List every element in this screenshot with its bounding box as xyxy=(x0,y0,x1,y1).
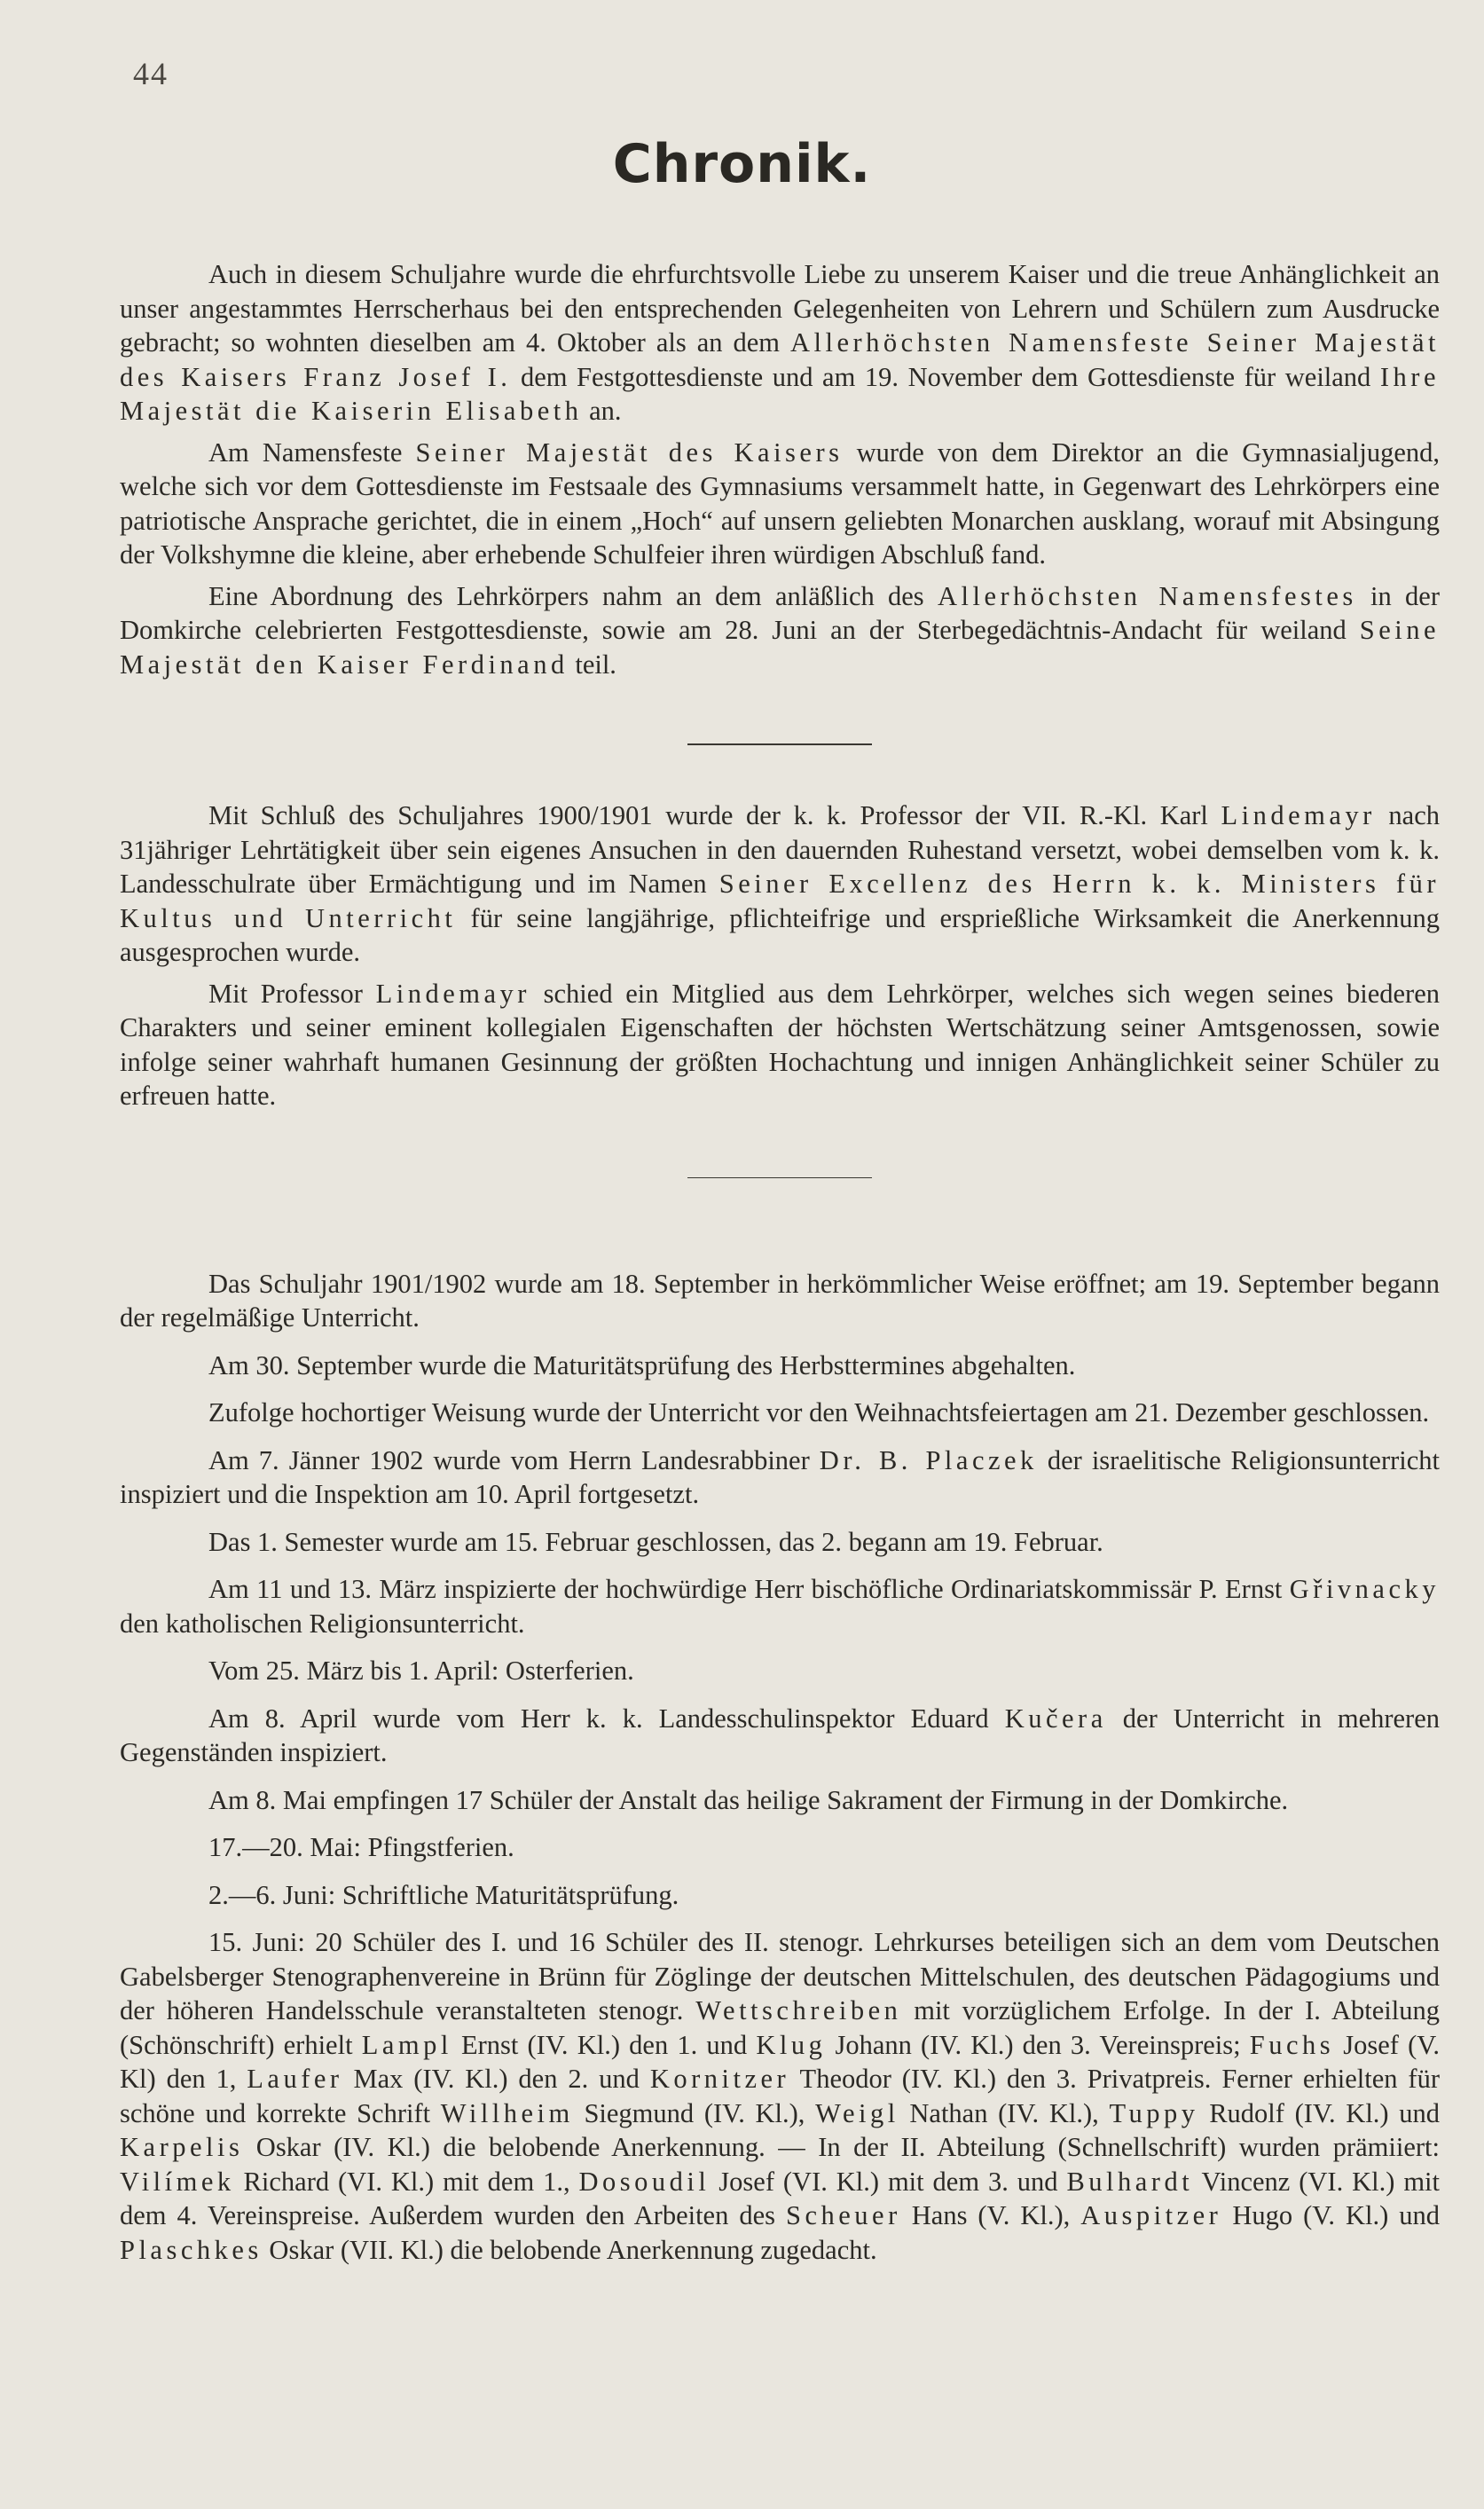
page-number: 44 xyxy=(133,56,169,91)
paragraph: Mit Schluß des Schuljahres 1900/1901 wurde der k. k. Professor der VII. R.-Kl. Karl Lindemayr nach 31jähriger Lehrtätigkeit über sein eigenes Ansuchen in den dauernden Ruhestand versetzt, wobei demselben vom k. k. Landesschulrate über Ermächtigung und im Namen Seiner Excellenz des Herrn k. k. Ministers für Kultus und Unterricht für seine langjährige, pflichteifrige und ersprießliche Wirksamkeit die Anerkennung ausgesprochen wurde. xyxy=(120,800,1440,967)
section-divider xyxy=(687,1177,872,1178)
chronicle-entry: Am 8. April wurde vom Herr k. k. Landesschulinspektor Eduard Kučera der Unterricht in mehreren Gegenständen inspiziert. xyxy=(120,1703,1441,1767)
chronicle-entry: Das 1. Semester wurde am 15. Februar geschlossen, das 2. begann am 19. Februar. xyxy=(208,1526,1103,1557)
paragraph: Am Namensfeste Seiner Majestät des Kaisers wurde von dem Direktor an die Gymnasialjugend, welche sich vor dem Gottesdienste im Festsaale des Gymnasiums versammelt hatte, in Gegenwart des Lehrkörpers eine patriotische Ansprache gerichtet, die in einem „Hoch“ auf unsern geliebten Monarchen ausklang, worauf mit Absingung der Volkshymne die kleine, aber erhebende Schulfeier ihren würdigen Abschluß fand. xyxy=(120,437,1440,570)
page-title: Chronik. xyxy=(612,133,872,195)
page-body xyxy=(120,257,1440,2267)
section-retirement xyxy=(120,798,1440,1113)
section-loyalty xyxy=(120,257,1440,681)
paragraph: Eine Abordnung des Lehrkörpers nahm an dem anläßlich des Allerhöchsten Namensfestes in der Domkirche celebrierten Festgottesdienste, sowie am 28. Juni an der Sterbegedächtnis-Andacht für weiland Seine Majestät den Kaiser Ferdinand teil. xyxy=(120,580,1441,680)
chronicle-entry: 17.—20. Mai: Pfingstferien. xyxy=(208,1832,514,1862)
chronicle-entry: Zufolge hochortiger Weisung wurde der Unterricht vor den Weihnachtsfeiertagen am 21. Dezember geschlossen. xyxy=(208,1397,1430,1428)
section-divider xyxy=(687,743,872,745)
chronicle-entry: 15. Juni: 20 Schüler des I. und 16 Schüler des II. stenogr. Lehrkurses beteiligen sich an dem vom Deutschen Gabelsberger Stenographenvereine in Brünn für Zöglinge der deutschen Mittelschulen, des deutschen Pädagogiums und der höheren Handelsschule veranstalteten stenogr. Wettschreiben mit vorzüglichem Erfolge. In der I. Abteilung (Schönschrift) erhielt Lampl Ernst (IV. Kl.) den 1. und Klug Johann (IV. Kl.) den 3. Vereinspreis; Fuchs Josef (V. Kl) den 1, Laufer Max (IV. Kl.) den 2. und Kornitzer Theodor (IV. Kl.) den 3. Privatpreis. Ferner erhielten für schöne und korrekte Schrift Willheim Siegmund (IV. Kl.), Weigl Nathan (IV. Kl.), Tuppy Rudolf (IV. Kl.) und Karpelis Oskar (IV. Kl.) die belobende Anerkennung. — In der II. Abteilung (Schnellschrift) wurden prämiiert: Vilímek Richard (VI. Kl.) mit dem 1., Dosoudil Josef (VI. Kl.) mit dem 3. und Bulhardt Vincenz (VI. Kl.) mit dem 4. Vereinspreise. Außerdem wurden den Arbeiten des Scheuer Hans (V. Kl.), Auspitzer Hugo (V. Kl.) und Plaschkes Oskar (VII. Kl.) die belobende Anerkennung zugedacht. xyxy=(120,1927,1441,2265)
chronicle-entry: Am 30. September wurde die Maturitätsprüfung des Herbsttermines abgehalten. xyxy=(208,1349,1076,1380)
paragraph: Mit Professor Lindemayr schied ein Mitglied aus dem Lehrkörper, welches sich wegen seines biederen Charakters und seiner eminent kollegialen Eigenschaften der höchsten Wertschätzung seiner Amtsgenossen, sowie infolge seiner wahrhaft humanen Gesinnung der größten Hochachtung und innigen Anhänglichkeit seiner Schüler zu erfreuen hatte. xyxy=(120,978,1440,1111)
chronicle-entry: Am 7. Jänner 1902 wurde vom Herrn Landesrabbiner Dr. B. Placzek der israelitische Religionsunterricht inspiziert und die Inspektion am 10. April fortgesetzt. xyxy=(120,1444,1441,1509)
section-chronicle xyxy=(120,1267,1440,2268)
chronicle-entry: Das Schuljahr 1901/1902 wurde am 18. September in herkömmlicher Weise eröffnet; am 19. September begann der regelmäßige Unterricht. xyxy=(120,1268,1440,1333)
paragraph: Auch in diesem Schuljahre wurde die ehrfurchtsvolle Liebe zu unserem Kaiser und die treue Anhänglichkeit an unser angestammtes Herrscherhaus bei den entsprechenden Gelegenheiten von Lehrern und Schülern zum Ausdrucke gebracht; so wohnten dieselben am 4. Oktober als an dem Allerhöchsten Namensfeste Seiner Majestät des Kaisers Franz Josef I. dem Festgottesdienste und am 19. November dem Gottesdienste für weiland Ihre Majestät die Kaiserin Elisabeth an. xyxy=(120,259,1441,426)
chronicle-entry: Vom 25. März bis 1. April: Osterferien. xyxy=(208,1656,634,1686)
chronicle-entry: Am 8. Mai empfingen 17 Schüler der Anstalt das heilige Sakrament der Firmung in der Domkirche. xyxy=(208,1784,1289,1815)
chronicle-entry: 2.—6. Juni: Schriftliche Maturitätsprüfung. xyxy=(208,1879,679,1910)
chronicle-entry: Am 11 und 13. März inspizierte der hochwürdige Herr bischöfliche Ordinariatskommissär P. Ernst Gřivnacky den katholischen Religionsunterricht. xyxy=(120,1574,1440,1639)
